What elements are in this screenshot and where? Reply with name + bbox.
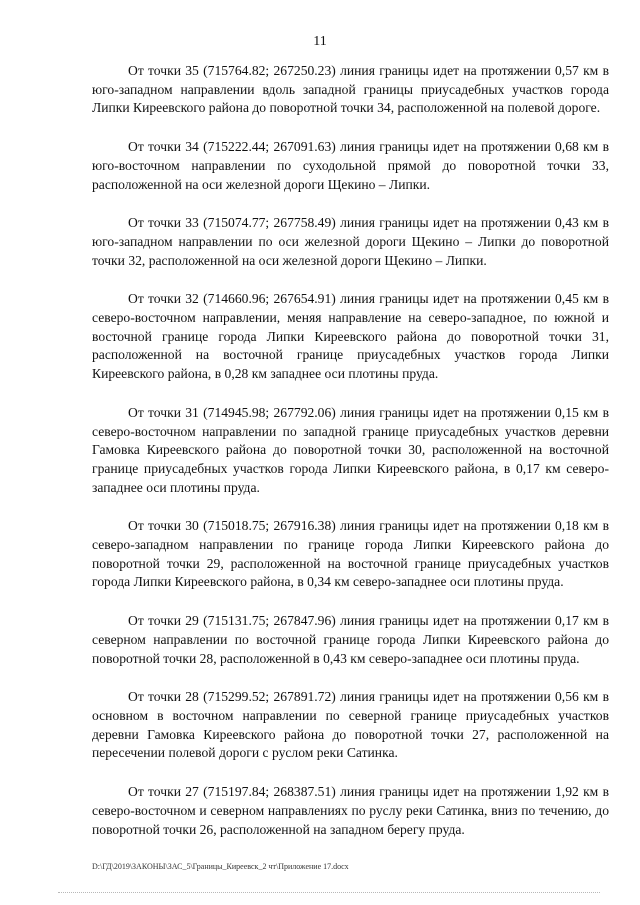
scan-edge-divider xyxy=(58,892,600,893)
footer-file-path: D:\ГД\2019\ЗАКОНЫ\ЗАС_5\Границы_Киреевск_2 чт\Приложение 17.docx xyxy=(92,862,349,871)
paragraph-point-33: От точки 33 (715074.77; 267758.49) линия границы идет на протяжении 0,43 км в юго-западном направлении по оси железной дороги Щекино – Липки до поворотной точки 32, расположенной на оси железной дороги Щекино – Липки. xyxy=(92,215,609,268)
paragraph-point-31: От точки 31 (714945.98; 267792.06) линия границы идет на протяжении 0,15 км в северо-восточном направлении по западной границе приусадебных участков деревни Гамовка Киреевского района до поворотной точки 30, расположенной на восточной границе приусадебных участков города Липки Киреевского района, в 0,17 км северо-западнее оси плотины пруда. xyxy=(92,404,609,495)
paragraph-point-27: От точки 27 (715197.84; 268387.51) линия границы идет на протяжении 1,92 км в северо-восточном и северном направлениях по руслу реки Сатинка, вниз по течению, до поворотной точки 26, расположенной на западном берегу пруда. xyxy=(92,784,609,837)
paragraph-point-30: От точки 30 (715018.75; 267916.38) линия границы идет на протяжении 0,18 км в северо-западном направлении по границе города Липки Киреевского района до поворотной точки 29, расположенной на восточной границе приусадебных участков города Липки Киреевского района, в 0,34 км северо-западнее оси плотины пруда. xyxy=(92,518,609,590)
paragraph-point-28: От точки 28 (715299.52; 267891.72) линия границы идет на протяжении 0,56 км в основном в восточном направлении по северной границе приусадебных участков деревни Гамовка Киреевского района до поворотной точки 27, расположенной на пересечении полевой дороги с руслом реки Сатинка. xyxy=(92,689,609,761)
paragraph-point-29: От точки 29 (715131.75; 267847.96) линия границы идет на протяжении 0,17 км в северном направлении по восточной границе города Липки Киреевского района до поворотной точки 28, расположенной в 0,43 км северо-западнее оси плотины пруда. xyxy=(92,613,609,666)
page-number: 11 xyxy=(313,34,327,49)
paragraph-point-32: От точки 32 (714660.96; 267654.91) линия границы идет на протяжении 0,45 км в северо-восточном направлении, меняя направление на северо-западное, по южной и восточной границе города Липки Киреевского района до поворотной точки 31, расположенной на восточной границе приусадебных участков города Липки Киреевского района, в 0,28 км западнее оси плотины пруда. xyxy=(92,291,609,382)
paragraph-point-35: От точки 35 (715764.82; 267250.23) линия границы идет на протяжении 0,57 км в юго-западном направлении вдоль западной границы приусадебных участков города Липки Киреевского района до поворотной точки 34, расположенной на полевой дороге. xyxy=(92,63,609,116)
document-body xyxy=(92,62,609,859)
paragraph-point-34: От точки 34 (715222.44; 267091.63) линия границы идет на протяжении 0,68 км в юго-восточном направлении по суходольной прямой до поворотной точки 33, расположенной на оси железной дороги Щекино – Липки. xyxy=(92,139,609,192)
